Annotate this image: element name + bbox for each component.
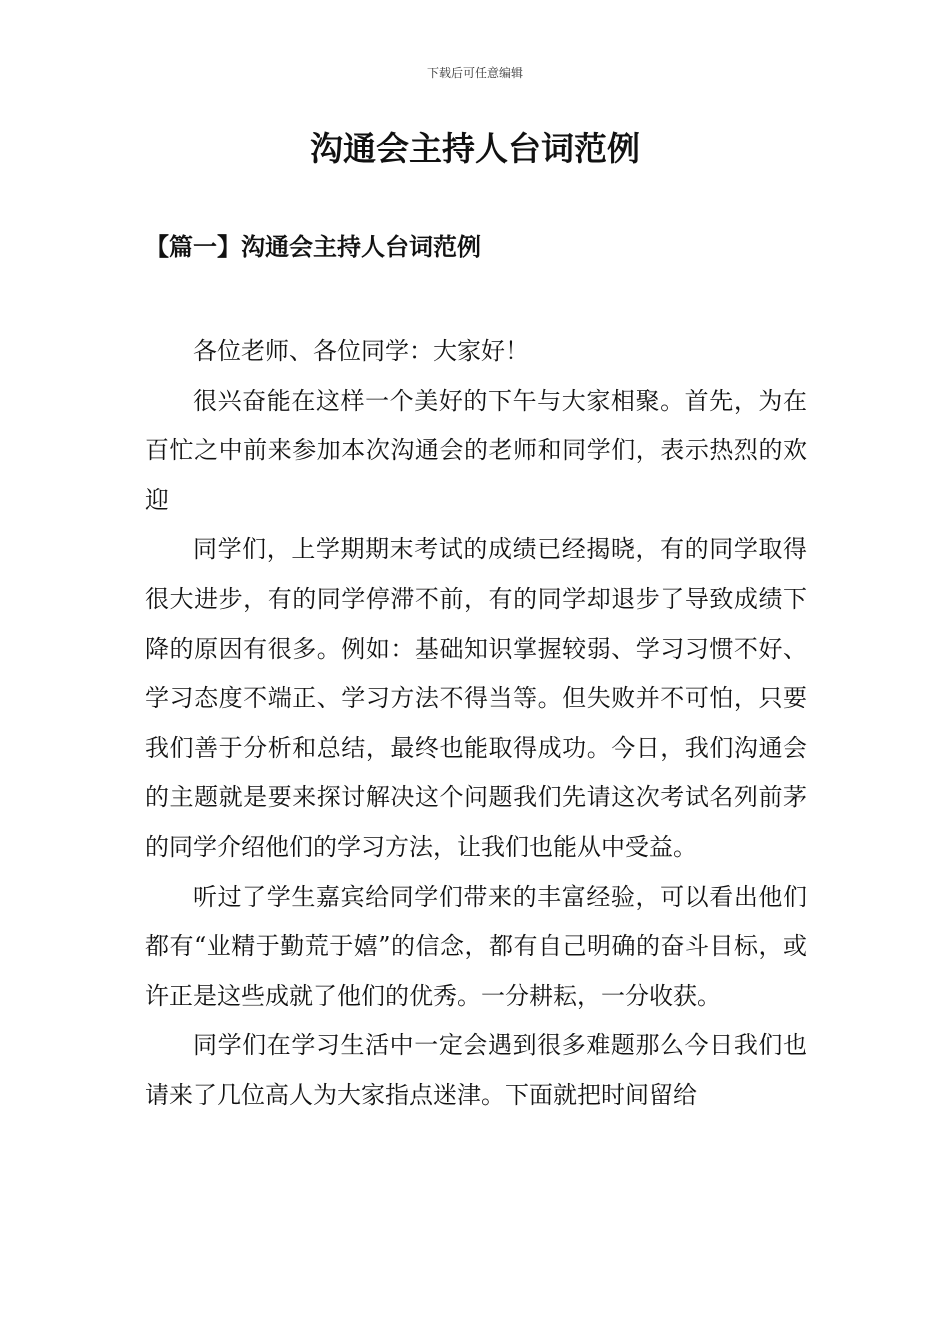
paragraph-exam-results: 同学们，上学期期末考试的成绩已经揭晓，有的同学取得很大进步，有的同学停滞不前，有的同学却退步了导致成绩下降的原因有很多。例如：基础知识掌握较弱、学习习惯不好、学习态度不端正、学习方法不得当等。但失败并不可怕，只要我们善于分析和总结，最终也能取得成功。今日，我们沟通会的主题就是要来探讨解决这个问题我们先请这次考试名列前茅的同学介绍他们的学习方法，让我们也能从中受益。 [145,535,807,861]
paragraph-greeting: 各位老师、各位同学：大家好！ [193,337,529,365]
section-heading: 【篇一】沟通会主持人台词范例 [145,232,481,261]
header-note: 下载后可任意编辑 [426,66,523,80]
document-title: 沟通会主持人台词范例 [310,129,640,168]
paragraph-guest-experience: 听过了学生嘉宾给同学们带来的丰富经验，可以看出他们都有“业精于勤荒于嬉”的信念，都有自己明确的奋斗目标，或许正是这些成就了他们的优秀。一分耕耘，一分收获。 [145,882,807,1010]
paragraph-welcome: 很兴奋能在这样一个美好的下午与大家相聚。首先，为在百忙之中前来参加本次沟通会的老师和同学们，表示热烈的欢迎 [145,386,807,514]
body-text [145,327,807,1121]
paragraph-guidance: 同学们在学习生活中一定会遇到很多难题那么今日我们也请来了几位高人为大家指点迷津。下面就把时间留给 [145,1031,807,1109]
